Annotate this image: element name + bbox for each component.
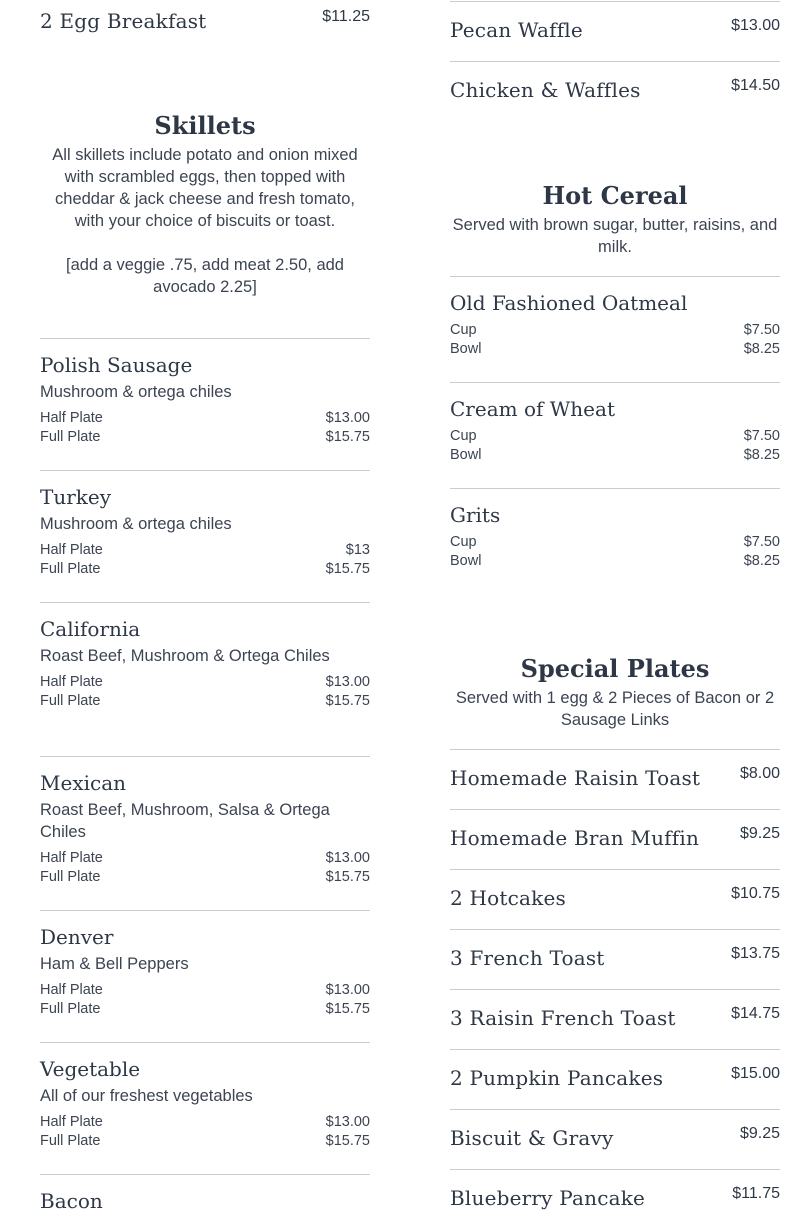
divider [40, 1174, 370, 1175]
menu-item-name: Blueberry Pancake [450, 1186, 646, 1210]
menu-item-description: Roast Beef, Mushroom, Salsa & Ortega Chiles [40, 801, 330, 841]
menu-item-description: All of our freshest vegetables [40, 1087, 253, 1105]
menu-item-description: Ham & Bell Peppers [40, 955, 189, 973]
size-option-cup[interactable] [450, 533, 780, 552]
menu-item-vegetable[interactable] [40, 1057, 370, 1151]
menu-item-pecan-waffle[interactable] [450, 2, 780, 62]
size-price: $15.75 [325, 429, 370, 445]
menu-item-california[interactable] [40, 617, 370, 711]
menu-item-price: $11.75 [732, 1185, 780, 1202]
size-option-bowl[interactable] [450, 552, 780, 571]
size-price: $7.50 [743, 428, 780, 444]
size-price: $15.75 [325, 1133, 370, 1149]
menu-item-price: $9.25 [739, 825, 780, 842]
menu-item-name: Biscuit & Gravy [450, 1126, 614, 1150]
size-price: $8.25 [743, 553, 780, 569]
size-label: Full Plate [40, 429, 101, 445]
divider [40, 470, 370, 471]
skillets-section-header [40, 111, 370, 298]
size-options [450, 321, 780, 359]
size-price: $15.75 [325, 1001, 370, 1017]
size-price: $13.00 [325, 1114, 370, 1130]
menu-item-name: Homemade Raisin Toast [450, 766, 701, 790]
menu-item-price: $9.25 [739, 1125, 780, 1142]
size-label: Bowl [450, 341, 482, 357]
size-options [40, 981, 370, 1019]
menu-item-name: Denver [40, 925, 114, 949]
size-option-half[interactable] [40, 541, 370, 560]
size-options [450, 533, 780, 571]
divider [40, 756, 370, 757]
size-price: $15.75 [325, 869, 370, 885]
menu-item-3-raisin-french-toast[interactable] [450, 990, 780, 1050]
size-option-full[interactable] [40, 1000, 370, 1019]
menu-item-name: Pecan Waffle [450, 18, 583, 42]
menu-item-homemade-bran-muffin[interactable] [450, 810, 780, 870]
menu-item-name: Polish Sausage [40, 353, 193, 377]
menu-item-polish-sausage[interactable] [40, 353, 370, 447]
skillets-addons: [add a veggie .75, add meat 2.50, add avocado 2.25] [66, 256, 344, 296]
menu-item-2-pumpkin-pancakes[interactable] [450, 1050, 780, 1110]
menu-item-grits[interactable] [450, 503, 780, 571]
size-price: $13.00 [325, 850, 370, 866]
size-price: $15.75 [325, 693, 370, 709]
size-price: $8.25 [743, 341, 780, 357]
menu-item-turkey[interactable] [40, 485, 370, 579]
section-title-special-plates: Special Plates [520, 654, 710, 683]
menu-item-chicken-waffles[interactable] [450, 62, 780, 122]
size-option-half[interactable] [40, 1113, 370, 1132]
size-options [450, 427, 780, 465]
divider [40, 910, 370, 911]
menu-item-price: $13.75 [731, 945, 780, 962]
divider [450, 382, 780, 383]
menu-item-price: $8.00 [739, 765, 780, 782]
size-price: $13 [345, 542, 370, 558]
divider [40, 1042, 370, 1043]
special-plates-section-header [450, 654, 780, 731]
size-option-full[interactable] [40, 868, 370, 887]
size-label: Full Plate [40, 869, 101, 885]
size-price: $7.50 [743, 322, 780, 338]
divider [40, 602, 370, 603]
menu-item-price: $14.50 [731, 77, 780, 94]
menu-item-cream-of-wheat[interactable] [450, 397, 780, 465]
size-options [40, 409, 370, 447]
menu-item-name: 2 Hotcakes [450, 886, 566, 910]
size-option-bowl[interactable] [450, 340, 780, 359]
size-label: Cup [450, 534, 477, 550]
size-label: Half Plate [40, 982, 103, 998]
size-option-half[interactable] [40, 849, 370, 868]
size-option-bowl[interactable] [450, 446, 780, 465]
size-option-half[interactable] [40, 981, 370, 1000]
special-plates-description: Served with 1 egg & 2 Pieces of Bacon or 2 Sausage Links [455, 689, 775, 729]
size-price: $8.25 [743, 447, 780, 463]
size-label: Full Plate [40, 1001, 101, 1017]
size-option-cup[interactable] [450, 427, 780, 446]
menu-item-old-fashioned-oatmeal[interactable] [450, 291, 780, 359]
menu-item-blueberry-pancake[interactable] [450, 1170, 780, 1212]
menu-item-name: 3 French Toast [450, 946, 605, 970]
menu-item-price: $13.00 [731, 17, 780, 34]
menu-item-price: $10.75 [731, 885, 780, 902]
hot-cereal-description: Served with brown sugar, butter, raisins, and milk. [452, 216, 778, 256]
menu-item-biscuit-gravy[interactable] [450, 1110, 780, 1170]
menu-item-name: 2 Egg Breakfast [40, 9, 207, 33]
menu-item-name: 3 Raisin French Toast [450, 1006, 676, 1030]
size-label: Half Plate [40, 410, 103, 426]
menu-item-name: Vegetable [40, 1057, 141, 1081]
size-option-full[interactable] [40, 692, 370, 711]
menu-item-name: Mexican [40, 771, 126, 795]
size-options [40, 1113, 370, 1151]
menu-item-name: California [40, 617, 141, 641]
menu-item-name: Grits [450, 503, 501, 527]
menu-item-bacon[interactable] [40, 1189, 370, 1213]
menu-item-name: Cream of Wheat [450, 397, 615, 421]
size-label: Bowl [450, 447, 482, 463]
menu-item-mexican[interactable] [40, 771, 370, 887]
size-label: Bowl [450, 553, 482, 569]
size-option-full[interactable] [40, 560, 370, 579]
size-label: Full Plate [40, 561, 101, 577]
menu-item-name: 2 Pumpkin Pancakes [450, 1066, 664, 1090]
divider [40, 338, 370, 339]
menu-item-homemade-raisin-toast[interactable] [450, 750, 780, 810]
menu-item-price: $11.25 [322, 8, 370, 25]
menu-item-name: Old Fashioned Oatmeal [450, 291, 688, 315]
divider [450, 276, 780, 277]
menu-item-price: $15.00 [731, 1065, 780, 1082]
section-title-skillets: Skillets [154, 111, 256, 140]
size-label: Cup [450, 428, 477, 444]
size-options [40, 541, 370, 579]
size-price: $13.00 [325, 982, 370, 998]
size-option-cup[interactable] [450, 321, 780, 340]
menu-item-price: $14.75 [731, 1005, 780, 1022]
menu-item-name: Homemade Bran Muffin [450, 826, 700, 850]
size-label: Half Plate [40, 1114, 103, 1130]
size-price: $7.50 [743, 534, 780, 550]
size-option-half[interactable] [40, 409, 370, 428]
skillets-description: All skillets include potato and onion mixed with scrambled eggs, then topped with cheddar & jack cheese and fresh tomato, with your choice of biscuits or toast. [52, 146, 358, 230]
size-label: Half Plate [40, 850, 103, 866]
size-option-full[interactable] [40, 1132, 370, 1151]
menu-item-description: Roast Beef, Mushroom & Ortega Chiles [40, 647, 330, 665]
menu-item-name: Chicken & Waffles [450, 78, 641, 102]
size-options [40, 673, 370, 711]
size-options [40, 849, 370, 887]
section-title-hot-cereal: Hot Cereal [542, 181, 688, 210]
menu-item-denver[interactable] [40, 925, 370, 1019]
menu-item-description: Mushroom & ortega chiles [40, 515, 232, 533]
menu-item-description: Mushroom & ortega chiles [40, 383, 232, 401]
size-price: $13.00 [325, 410, 370, 426]
size-label: Full Plate [40, 1133, 101, 1149]
size-label: Cup [450, 322, 477, 338]
menu-item-name: Turkey [40, 485, 112, 509]
divider [450, 488, 780, 489]
size-label: Half Plate [40, 542, 103, 558]
size-label: Half Plate [40, 674, 103, 690]
size-price: $15.75 [325, 561, 370, 577]
size-price: $13.00 [325, 674, 370, 690]
menu-item-3-french-toast[interactable] [450, 930, 780, 990]
menu-item-2-egg-breakfast[interactable] [40, 0, 370, 33]
hot-cereal-section-header [450, 181, 780, 258]
size-label: Full Plate [40, 693, 101, 709]
size-option-full[interactable] [40, 428, 370, 447]
menu-item-2-hotcakes[interactable] [450, 870, 780, 930]
size-option-half[interactable] [40, 673, 370, 692]
menu-item-name: Bacon [40, 1189, 103, 1213]
